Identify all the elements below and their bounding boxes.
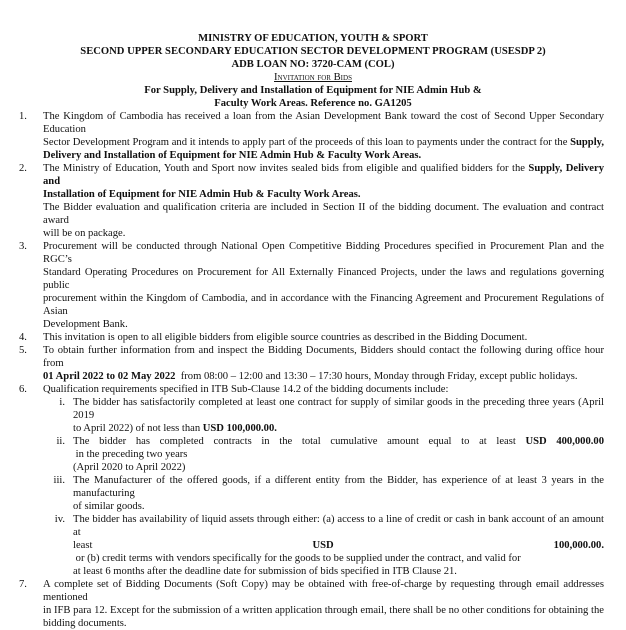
item-text: Sector Development Program and it intends to apply part of the proceeds of this loan to payments under the contract for the: [43, 137, 571, 148]
item-line: [73, 435, 604, 461]
item-line: [73, 539, 604, 565]
item-line: [43, 136, 604, 149]
item-line: A complete set of Bidding Documents (Soft Copy) may be obtained with free-of-charge by requesting through email addresses mentioned: [43, 579, 604, 603]
item-line: [43, 188, 604, 201]
item-text-block: [43, 383, 604, 396]
item-bold-text: Delivery and Installation of Equipment for NIE Admin Hub & Faculty Work Areas.: [43, 150, 422, 161]
sub-item-iii: [8, 474, 604, 513]
list-item-4: [0, 331, 626, 344]
item-number: 2.: [19, 163, 27, 174]
item-line: [43, 149, 604, 162]
sub-item-number: i.: [59, 397, 65, 408]
sub-item-ii: [8, 435, 604, 474]
item-line: The bidder has availability of liquid assets through either: (a) access to a line of credit or cash in bank account of an amount at: [73, 514, 604, 538]
item-line: [43, 370, 604, 383]
item-line: Development Bank.: [43, 319, 128, 330]
list-item-5: [0, 344, 626, 383]
item-line: To obtain further information from and inspect the Bidding Documents, Bidders should contact the following during office hour from: [43, 345, 604, 369]
item-line: of similar goods.: [73, 501, 145, 512]
item-text-block: [43, 240, 604, 331]
item-number: 5.: [19, 345, 27, 356]
item-text: to April 2022) of not less than: [73, 423, 203, 434]
item-text-block: [43, 110, 604, 162]
sub-item-number: ii.: [56, 436, 65, 447]
item-text: from 08:00 – 12:00 and 13:30 – 17:30 hours, Monday through Friday, except public holidays.: [175, 371, 578, 382]
item-bold-text: Supply,: [570, 137, 604, 148]
amount: USD 100,000.00.: [312, 540, 604, 551]
item-text: or (b) credit terms with vendors specifically for the goods to be supplied under the contract, and valid for: [73, 553, 521, 564]
item-line: The Bidder evaluation and qualification criteria are included in Section II of the bidding document. The evaluation and contract award: [43, 202, 604, 226]
subject-line-2: Faculty Work Areas. Reference no. GA1205: [214, 98, 412, 109]
item-text-block: [73, 435, 604, 474]
date-range: 01 April 2022 to 02 May 2022: [43, 371, 176, 382]
item-number: 1.: [19, 111, 27, 122]
sub-item-iv: [8, 513, 604, 578]
list-item-2: [0, 162, 626, 240]
sub-item-i: [8, 396, 604, 435]
loan-number: ADB LOAN NO: 3720-CAM (COL): [231, 59, 395, 70]
item-number: 4.: [19, 332, 27, 343]
item-text-block: [43, 344, 604, 383]
sub-item-list: [0, 396, 604, 578]
invitation-heading: Invitation for Bids: [274, 72, 352, 83]
sub-item-number: iii.: [53, 475, 65, 486]
document-header: [0, 32, 626, 110]
item-line: (April 2020 to April 2022): [73, 462, 186, 473]
document-body: [0, 110, 626, 630]
item-number: 6.: [19, 384, 27, 395]
item-text: The Ministry of Education, Youth and Sport now invites sealed bids from eligible and qualified bidders for the: [43, 163, 529, 174]
item-line: [73, 422, 604, 435]
program-title: SECOND UPPER SECONDARY EDUCATION SECTOR DEVELOPMENT PROGRAM (USESDP 2): [80, 46, 546, 57]
item-number: 7.: [19, 579, 27, 590]
item-bold-text: Supply, Delivery and: [43, 163, 604, 187]
subject-line-1: For Supply, Delivery and Installation of Equipment for NIE Admin Hub &: [144, 85, 482, 96]
item-text: The bidder has completed contracts in the total cumulative amount equal to at least: [73, 436, 526, 447]
item-line: at least 6 months after the deadline date for submission of bids specified in ITB Clause 21.: [73, 566, 457, 577]
amount: USD 400,000.00: [525, 436, 605, 447]
item-text-block: [43, 578, 604, 630]
item-line: [43, 162, 604, 188]
item-line: will be on package.: [43, 228, 126, 239]
item-bold-text: Installation of Equipment for NIE Admin Hub & Faculty Work Areas: [43, 189, 358, 200]
item-bold-text: .: [357, 189, 361, 200]
item-text: in the preceding two years: [73, 449, 188, 460]
item-line: Qualification requirements specified in ITB Sub-Clause 14.2 of the bidding documents include:: [43, 384, 449, 395]
item-line: procurement within the Kingdom of Cambodia, and in accordance with the Financing Agreement and Procurement Regulations of Asian: [43, 293, 604, 317]
item-line: Standard Operating Procedures on Procurement for All Externally Financed Projects, under the laws and regulations governing public: [43, 267, 604, 291]
item-number: 3.: [19, 241, 27, 252]
item-line: in IFB para 12. Except for the submission of a written application through email, there shall be no other conditions for obtaining the: [43, 605, 604, 616]
item-line: The Kingdom of Cambodia has received a loan from the Asian Development Bank toward the cost of Second Upper Secondary Education: [43, 111, 604, 135]
item-line: Procurement will be conducted through National Open Competitive Bidding Procedures specified in Procurement Plan and the RGC’s: [43, 241, 604, 265]
amount: USD 100,000.00.: [202, 423, 277, 434]
item-text-block: [73, 396, 604, 435]
list-item-7: [0, 578, 626, 630]
list-item-3: [0, 240, 626, 331]
item-line: This invitation is open to all eligible bidders from eligible source countries as described in the Bidding Document.: [43, 332, 528, 343]
ministry-title: MINISTRY OF EDUCATION, YOUTH & SPORT: [198, 33, 428, 44]
item-line: bidding documents.: [43, 618, 127, 629]
list-item-1: [0, 110, 626, 162]
item-text-block: [73, 513, 604, 578]
item-text-block: [43, 331, 604, 344]
item-text-block: [73, 474, 604, 513]
item-text-block: [43, 162, 604, 240]
invitation-heading-line: [0, 71, 626, 84]
item-text: least: [73, 540, 313, 551]
sub-item-number: iv.: [54, 514, 65, 525]
item-line: The Manufacturer of the offered goods, if a different entity from the Bidder, has experience of at least 3 years in the manufacturing: [73, 475, 604, 499]
list-item-6: [0, 383, 626, 578]
item-line: The bidder has satisfactorily completed at least one contract for supply of similar goods in the preceding three years (April 2019: [73, 397, 604, 421]
